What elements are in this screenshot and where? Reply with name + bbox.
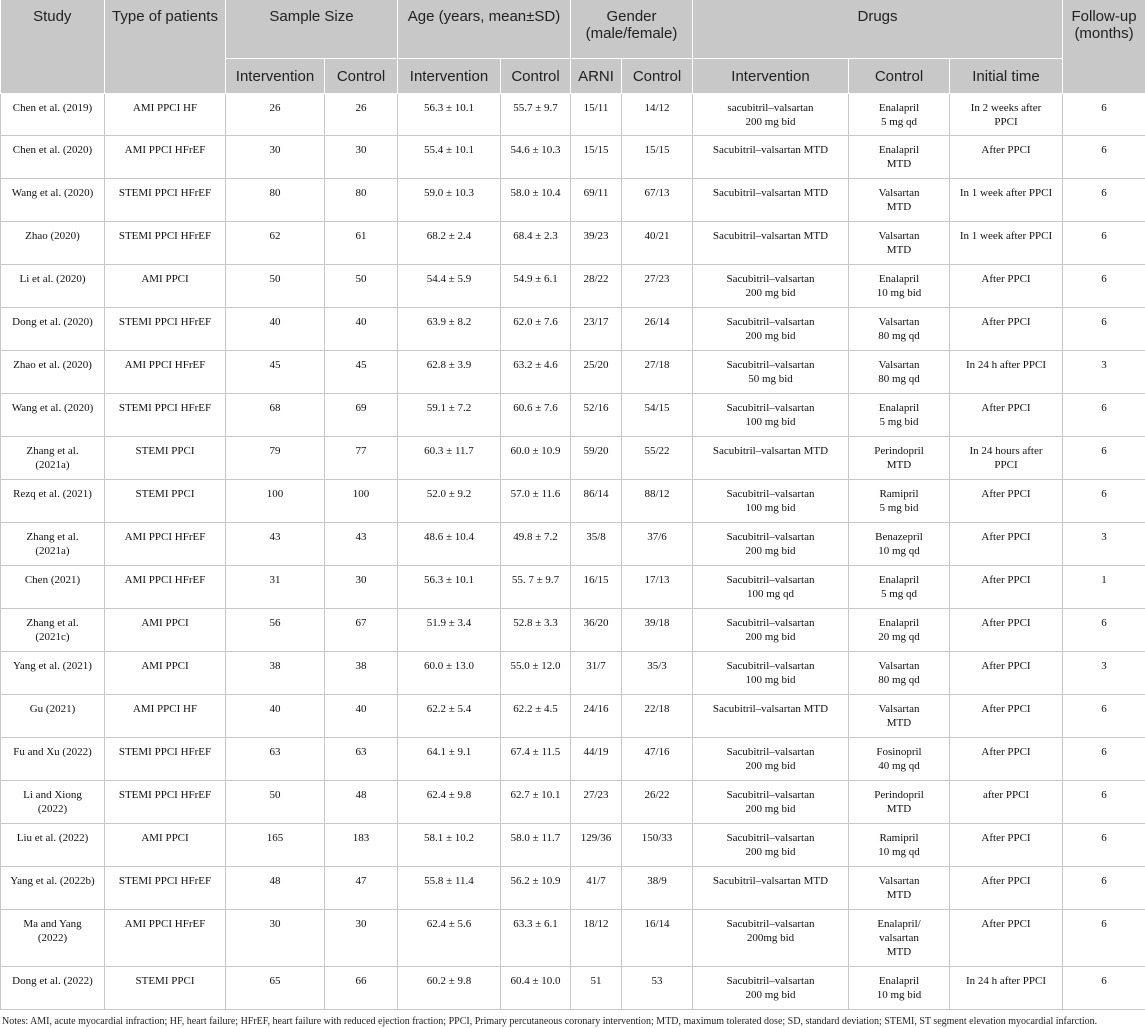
table-row [1,222,1145,265]
age-intervention-cell: 63.9 ± 8.2 [398,308,501,351]
gender-arni-cell: 35/8 [571,523,622,566]
sample-intervention-cell: 50 [226,265,325,308]
sample-control-cell: 48 [325,781,398,824]
initial-time-cell: In 1 week after PPCI [950,222,1063,265]
age-intervention-cell: 64.1 ± 9.1 [398,738,501,781]
age-control-cell: 60.4 ± 10.0 [501,967,571,1010]
age-control-cell: 67.4 ± 11.5 [501,738,571,781]
table-row [1,351,1145,394]
gender-arni-cell: 52/16 [571,394,622,437]
drug-intervention-cell: Sacubitril–valsartan MTD [693,136,849,179]
age-intervention-cell: 62.4 ± 9.8 [398,781,501,824]
age-intervention-cell: 56.3 ± 10.1 [398,566,501,609]
gender-control-cell: 39/18 [622,609,693,652]
age-intervention-cell: 62.4 ± 5.6 [398,910,501,967]
study-cell: Li et al. (2020) [1,265,105,308]
drug-control-cell: Fosinopril 40 mg qd [849,738,950,781]
header-drugs-intervention: Intervention [693,59,849,94]
sample-control-cell: 66 [325,967,398,1010]
study-cell: Wang et al. (2020) [1,394,105,437]
sample-intervention-cell: 50 [226,781,325,824]
header-drugs: Drugs [693,0,1063,59]
patient-type-cell: STEMI PPCI HFrEF [105,781,226,824]
age-intervention-cell: 59.1 ± 7.2 [398,394,501,437]
drug-intervention-cell: Sacubitril–valsartan MTD [693,867,849,910]
table-body [1,94,1145,1010]
gender-control-cell: 40/21 [622,222,693,265]
age-control-cell: 62.0 ± 7.6 [501,308,571,351]
gender-arni-cell: 27/23 [571,781,622,824]
initial-time-cell: After PPCI [950,695,1063,738]
age-control-cell: 52.8 ± 3.3 [501,609,571,652]
patient-type-cell: STEMI PPCI [105,437,226,480]
age-control-cell: 62.2 ± 4.5 [501,695,571,738]
follow-up-cell: 6 [1063,781,1145,824]
drug-control-cell: Valsartan 80 mg qd [849,308,950,351]
drug-control-cell: Enalapril 20 mg qd [849,609,950,652]
header-initial-time: Initial time [950,59,1063,94]
age-control-cell: 68.4 ± 2.3 [501,222,571,265]
sample-control-cell: 40 [325,695,398,738]
table-row [1,437,1145,480]
sample-intervention-cell: 79 [226,437,325,480]
patient-type-cell: STEMI PPCI HFrEF [105,867,226,910]
gender-arni-cell: 15/15 [571,136,622,179]
table-row [1,867,1145,910]
follow-up-cell: 3 [1063,652,1145,695]
study-cell: Zhang et al. (2021c) [1,609,105,652]
sample-intervention-cell: 40 [226,695,325,738]
sample-intervention-cell: 62 [226,222,325,265]
patient-type-cell: STEMI PPCI HFrEF [105,308,226,351]
drug-intervention-cell: Sacubitril–valsartan 200mg bid [693,910,849,967]
table-header [1,0,1145,94]
sample-intervention-cell: 45 [226,351,325,394]
table-row [1,480,1145,523]
patient-type-cell: AMI PPCI HFrEF [105,351,226,394]
patient-type-cell: STEMI PPCI HFrEF [105,738,226,781]
patient-type-cell: AMI PPCI HFrEF [105,566,226,609]
age-control-cell: 63.3 ± 6.1 [501,910,571,967]
drug-intervention-cell: Sacubitril–valsartan 200 mg bid [693,265,849,308]
age-control-cell: 62.7 ± 10.1 [501,781,571,824]
sample-control-cell: 100 [325,480,398,523]
drug-control-cell: Valsartan 80 mg qd [849,351,950,394]
sample-control-cell: 45 [325,351,398,394]
study-cell: Ma and Yang (2022) [1,910,105,967]
patient-type-cell: AMI PPCI [105,824,226,867]
gender-control-cell: 38/9 [622,867,693,910]
header-study: Study [1,0,105,94]
age-control-cell: 57.0 ± 11.6 [501,480,571,523]
sample-control-cell: 38 [325,652,398,695]
follow-up-cell: 6 [1063,738,1145,781]
gender-arni-cell: 86/14 [571,480,622,523]
gender-arni-cell: 23/17 [571,308,622,351]
sample-control-cell: 30 [325,136,398,179]
drug-control-cell: Ramipril 10 mg qd [849,824,950,867]
sample-intervention-cell: 48 [226,867,325,910]
patient-type-cell: AMI PPCI [105,609,226,652]
follow-up-cell: 6 [1063,480,1145,523]
gender-arni-cell: 24/16 [571,695,622,738]
sample-intervention-cell: 56 [226,609,325,652]
gender-control-cell: 150/33 [622,824,693,867]
patient-type-cell: STEMI PPCI [105,967,226,1010]
header-age-intervention: Intervention [398,59,501,94]
gender-control-cell: 37/6 [622,523,693,566]
table-row [1,394,1145,437]
drug-control-cell: Enalapril/ valsartan MTD [849,910,950,967]
gender-arni-cell: 28/22 [571,265,622,308]
follow-up-cell: 6 [1063,308,1145,351]
header-type-of-patients: Type of patients [105,0,226,94]
drug-intervention-cell: Sacubitril–valsartan 200 mg bid [693,308,849,351]
drug-control-cell: Benazepril 10 mg qd [849,523,950,566]
study-cell: Gu (2021) [1,695,105,738]
gender-arni-cell: 129/36 [571,824,622,867]
table-row [1,781,1145,824]
initial-time-cell: After PPCI [950,824,1063,867]
sample-control-cell: 26 [325,94,398,136]
patient-type-cell: AMI PPCI HF [105,695,226,738]
initial-time-cell: After PPCI [950,566,1063,609]
initial-time-cell: After PPCI [950,609,1063,652]
gender-control-cell: 14/12 [622,94,693,136]
drug-intervention-cell: Sacubitril–valsartan 200 mg bid [693,609,849,652]
age-control-cell: 60.6 ± 7.6 [501,394,571,437]
age-control-cell: 58.0 ± 10.4 [501,179,571,222]
initial-time-cell: In 24 h after PPCI [950,967,1063,1010]
follow-up-cell: 6 [1063,910,1145,967]
initial-time-cell: In 2 weeks after PPCI [950,94,1063,136]
table-row [1,179,1145,222]
patient-type-cell: AMI PPCI HFrEF [105,910,226,967]
drug-control-cell: Ramipril 5 mg bid [849,480,950,523]
drug-intervention-cell: Sacubitril–valsartan 200 mg bid [693,738,849,781]
initial-time-cell: In 1 week after PPCI [950,179,1063,222]
sample-intervention-cell: 43 [226,523,325,566]
follow-up-cell: 3 [1063,523,1145,566]
header-gender-arni: ARNI [571,59,622,94]
follow-up-cell: 6 [1063,437,1145,480]
drug-intervention-cell: sacubitril–valsartan 200 mg bid [693,94,849,136]
table-row [1,94,1145,136]
age-intervention-cell: 62.2 ± 5.4 [398,695,501,738]
drug-control-cell: Valsartan MTD [849,222,950,265]
sample-control-cell: 40 [325,308,398,351]
gender-arni-cell: 36/20 [571,609,622,652]
header-age: Age (years, mean±SD) [398,0,571,59]
patient-type-cell: AMI PPCI HFrEF [105,136,226,179]
patient-type-cell: AMI PPCI HFrEF [105,523,226,566]
study-cell: Chen (2021) [1,566,105,609]
table-row [1,265,1145,308]
study-cell: Zhao et al. (2020) [1,351,105,394]
gender-arni-cell: 51 [571,967,622,1010]
gender-arni-cell: 31/7 [571,652,622,695]
table-row [1,695,1145,738]
sample-intervention-cell: 165 [226,824,325,867]
gender-control-cell: 67/13 [622,179,693,222]
table-row [1,738,1145,781]
sample-control-cell: 67 [325,609,398,652]
study-cell: Yang et al. (2022b) [1,867,105,910]
study-cell: Dong et al. (2020) [1,308,105,351]
sample-intervention-cell: 100 [226,480,325,523]
drug-intervention-cell: Sacubitril–valsartan 100 mg bid [693,394,849,437]
age-control-cell: 55.0 ± 12.0 [501,652,571,695]
table-notes: Notes: AMI, acute myocardial infraction; HF, heart failure; HFrEF, heart failure with reduced ejection fraction; PPCI, Primary percutaneous coronary intervention; MTD, maximum tolerated dose; SD, standard deviation; STEMI, ST segment elevation myocardial infarction. [2,1016,1098,1027]
table-row [1,566,1145,609]
drug-control-cell: Enalapril MTD [849,136,950,179]
table-row [1,910,1145,967]
gender-arni-cell: 18/12 [571,910,622,967]
header-gender: Gender (male/female) [571,0,693,59]
initial-time-cell: After PPCI [950,910,1063,967]
header-follow-up: Follow-up (months) [1063,0,1145,94]
header-gender-control: Control [622,59,693,94]
age-intervention-cell: 54.4 ± 5.9 [398,265,501,308]
study-cell: Chen et al. (2020) [1,136,105,179]
drug-control-cell: Enalapril 5 mg bid [849,394,950,437]
sample-control-cell: 30 [325,566,398,609]
gender-control-cell: 26/22 [622,781,693,824]
sample-intervention-cell: 63 [226,738,325,781]
study-cell: Rezq et al. (2021) [1,480,105,523]
gender-control-cell: 27/23 [622,265,693,308]
initial-time-cell: After PPCI [950,652,1063,695]
header-sample-control: Control [325,59,398,94]
gender-control-cell: 47/16 [622,738,693,781]
study-cell: Wang et al. (2020) [1,179,105,222]
age-control-cell: 60.0 ± 10.9 [501,437,571,480]
table-row [1,523,1145,566]
header-sample-size: Sample Size [226,0,398,59]
follow-up-cell: 6 [1063,609,1145,652]
age-intervention-cell: 60.3 ± 11.7 [398,437,501,480]
initial-time-cell: after PPCI [950,781,1063,824]
age-intervention-cell: 51.9 ± 3.4 [398,609,501,652]
sample-intervention-cell: 30 [226,136,325,179]
drug-intervention-cell: Sacubitril–valsartan MTD [693,437,849,480]
gender-arni-cell: 59/20 [571,437,622,480]
initial-time-cell: In 24 h after PPCI [950,351,1063,394]
follow-up-cell: 6 [1063,94,1145,136]
header-age-control: Control [501,59,571,94]
initial-time-cell: In 24 hours after PPCI [950,437,1063,480]
study-cell: Zhao (2020) [1,222,105,265]
header-sample-intervention: Intervention [226,59,325,94]
sample-control-cell: 80 [325,179,398,222]
gender-control-cell: 17/13 [622,566,693,609]
gender-control-cell: 26/14 [622,308,693,351]
drug-intervention-cell: Sacubitril–valsartan MTD [693,222,849,265]
gender-control-cell: 15/15 [622,136,693,179]
age-control-cell: 56.2 ± 10.9 [501,867,571,910]
drug-intervention-cell: Sacubitril–valsartan 100 mg qd [693,566,849,609]
drug-intervention-cell: Sacubitril–valsartan 200 mg bid [693,824,849,867]
age-intervention-cell: 52.0 ± 9.2 [398,480,501,523]
gender-control-cell: 54/15 [622,394,693,437]
sample-control-cell: 183 [325,824,398,867]
table-row [1,967,1145,1010]
age-control-cell: 63.2 ± 4.6 [501,351,571,394]
initial-time-cell: After PPCI [950,867,1063,910]
gender-control-cell: 53 [622,967,693,1010]
age-control-cell: 55. 7 ± 9.7 [501,566,571,609]
follow-up-cell: 6 [1063,265,1145,308]
drug-intervention-cell: Sacubitril–valsartan 100 mg bid [693,480,849,523]
sample-intervention-cell: 65 [226,967,325,1010]
gender-control-cell: 55/22 [622,437,693,480]
follow-up-cell: 6 [1063,136,1145,179]
study-cell: Zhang et al. (2021a) [1,437,105,480]
gender-arni-cell: 15/11 [571,94,622,136]
study-cell: Fu and Xu (2022) [1,738,105,781]
sample-control-cell: 77 [325,437,398,480]
drug-intervention-cell: Sacubitril–valsartan MTD [693,695,849,738]
sample-control-cell: 43 [325,523,398,566]
gender-control-cell: 35/3 [622,652,693,695]
drug-control-cell: Enalapril 10 mg bid [849,265,950,308]
sample-control-cell: 30 [325,910,398,967]
drug-control-cell: Enalapril 10 mg bid [849,967,950,1010]
age-control-cell: 49.8 ± 7.2 [501,523,571,566]
gender-control-cell: 22/18 [622,695,693,738]
gender-arni-cell: 39/23 [571,222,622,265]
age-control-cell: 58.0 ± 11.7 [501,824,571,867]
sample-control-cell: 69 [325,394,398,437]
gender-arni-cell: 41/7 [571,867,622,910]
age-intervention-cell: 55.8 ± 11.4 [398,867,501,910]
study-cell: Dong et al. (2022) [1,967,105,1010]
sample-intervention-cell: 31 [226,566,325,609]
drug-control-cell: Valsartan MTD [849,867,950,910]
follow-up-cell: 1 [1063,566,1145,609]
drug-control-cell: Valsartan MTD [849,179,950,222]
drug-control-cell: Perindopril MTD [849,437,950,480]
age-intervention-cell: 60.2 ± 9.8 [398,967,501,1010]
table-row [1,652,1145,695]
sample-intervention-cell: 38 [226,652,325,695]
gender-control-cell: 16/14 [622,910,693,967]
patient-type-cell: STEMI PPCI HFrEF [105,179,226,222]
follow-up-cell: 6 [1063,867,1145,910]
gender-arni-cell: 16/15 [571,566,622,609]
initial-time-cell: After PPCI [950,136,1063,179]
age-control-cell: 54.9 ± 6.1 [501,265,571,308]
sample-control-cell: 61 [325,222,398,265]
study-cell: Li and Xiong (2022) [1,781,105,824]
age-intervention-cell: 55.4 ± 10.1 [398,136,501,179]
drug-control-cell: Valsartan MTD [849,695,950,738]
initial-time-cell: After PPCI [950,523,1063,566]
follow-up-cell: 6 [1063,179,1145,222]
drug-control-cell: Enalapril 5 mg qd [849,94,950,136]
age-control-cell: 55.7 ± 9.7 [501,94,571,136]
age-intervention-cell: 68.2 ± 2.4 [398,222,501,265]
age-intervention-cell: 62.8 ± 3.9 [398,351,501,394]
drug-intervention-cell: Sacubitril–valsartan MTD [693,179,849,222]
sample-control-cell: 47 [325,867,398,910]
table-row [1,308,1145,351]
initial-time-cell: After PPCI [950,480,1063,523]
patient-type-cell: AMI PPCI HF [105,94,226,136]
initial-time-cell: After PPCI [950,265,1063,308]
age-control-cell: 54.6 ± 10.3 [501,136,571,179]
age-intervention-cell: 56.3 ± 10.1 [398,94,501,136]
sample-intervention-cell: 80 [226,179,325,222]
sample-intervention-cell: 40 [226,308,325,351]
drug-control-cell: Enalapril 5 mg qd [849,566,950,609]
drug-intervention-cell: Sacubitril–valsartan 200 mg bid [693,781,849,824]
gender-arni-cell: 69/11 [571,179,622,222]
gender-arni-cell: 44/19 [571,738,622,781]
drug-control-cell: Perindopril MTD [849,781,950,824]
sample-control-cell: 63 [325,738,398,781]
follow-up-cell: 6 [1063,394,1145,437]
sample-control-cell: 50 [325,265,398,308]
drug-intervention-cell: Sacubitril–valsartan 100 mg bid [693,652,849,695]
drug-intervention-cell: Sacubitril–valsartan 200 mg bid [693,523,849,566]
follow-up-cell: 6 [1063,824,1145,867]
follow-up-cell: 3 [1063,351,1145,394]
age-intervention-cell: 48.6 ± 10.4 [398,523,501,566]
study-cell: Zhang et al. (2021a) [1,523,105,566]
gender-control-cell: 88/12 [622,480,693,523]
drug-control-cell: Valsartan 80 mg qd [849,652,950,695]
patient-type-cell: STEMI PPCI [105,480,226,523]
age-intervention-cell: 60.0 ± 13.0 [398,652,501,695]
table-row [1,824,1145,867]
follow-up-cell: 6 [1063,695,1145,738]
patient-type-cell: STEMI PPCI HFrEF [105,222,226,265]
age-intervention-cell: 59.0 ± 10.3 [398,179,501,222]
sample-intervention-cell: 26 [226,94,325,136]
follow-up-cell: 6 [1063,222,1145,265]
gender-arni-cell: 25/20 [571,351,622,394]
follow-up-cell: 6 [1063,967,1145,1010]
study-cell: Chen et al. (2019) [1,94,105,136]
gender-control-cell: 27/18 [622,351,693,394]
study-cell: Yang et al. (2021) [1,652,105,695]
drug-intervention-cell: Sacubitril–valsartan 50 mg bid [693,351,849,394]
table-row [1,609,1145,652]
sample-intervention-cell: 68 [226,394,325,437]
patient-type-cell: AMI PPCI [105,652,226,695]
drug-intervention-cell: Sacubitril–valsartan 200 mg bid [693,967,849,1010]
initial-time-cell: After PPCI [950,394,1063,437]
age-intervention-cell: 58.1 ± 10.2 [398,824,501,867]
table-row [1,136,1145,179]
patient-type-cell: AMI PPCI [105,265,226,308]
sample-intervention-cell: 30 [226,910,325,967]
initial-time-cell: After PPCI [950,738,1063,781]
study-cell: Liu et al. (2022) [1,824,105,867]
initial-time-cell: After PPCI [950,308,1063,351]
header-drugs-control: Control [849,59,950,94]
patient-type-cell: STEMI PPCI HFrEF [105,394,226,437]
